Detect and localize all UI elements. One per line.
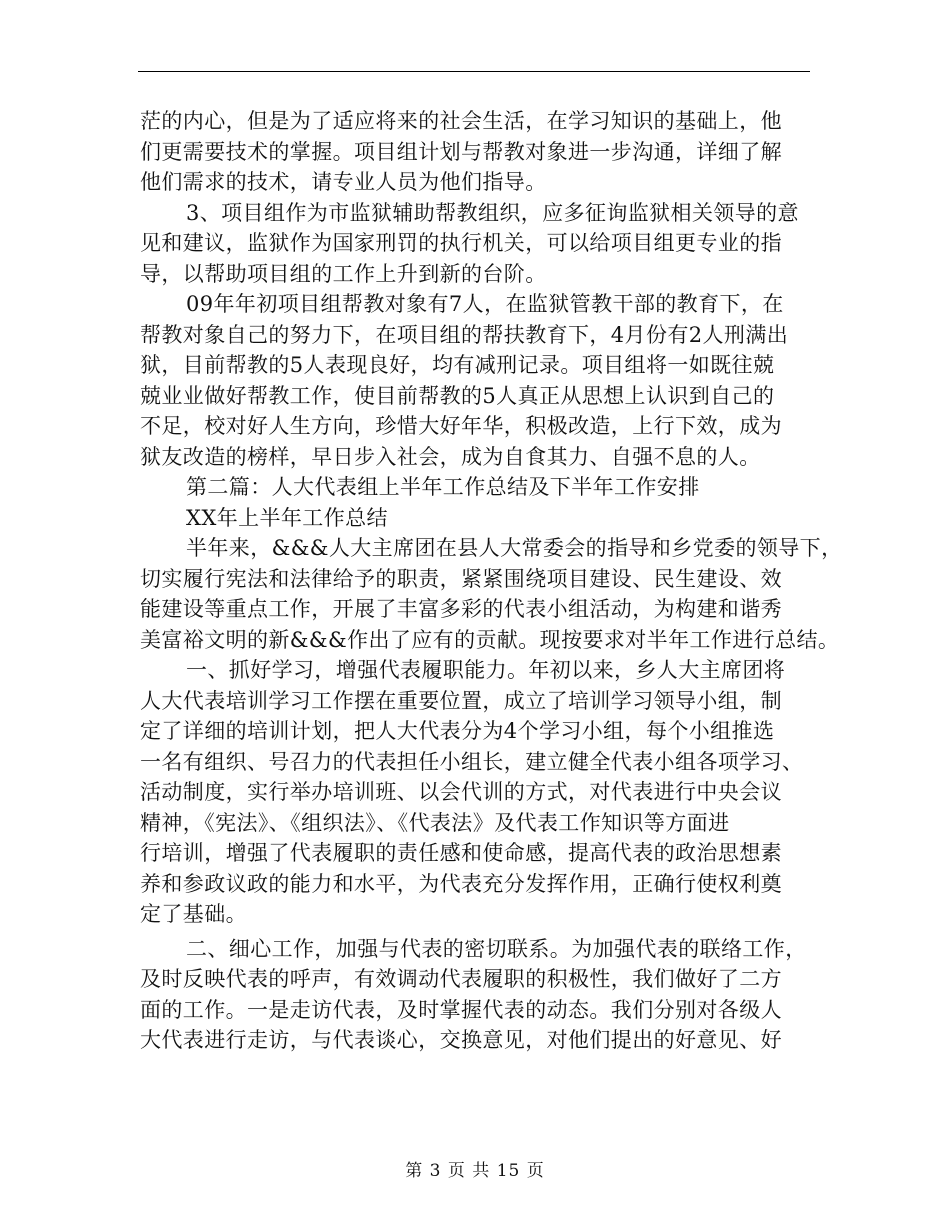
text-line: XX年上半年工作总结 [186,505,388,530]
text-line: 第二篇：人大代表组上半年工作总结及下半年工作安排 [186,475,700,499]
text-line: 大代表进行走访，与代表谈心，交换意见，对他们提出的好意见、好 [140,1028,782,1052]
document-body [140,106,843,1056]
text-line: 09年年初项目组帮教对象有7人，在监狱管教干部的教育下，在 [186,292,784,316]
text-line: 面的工作。一是走访代表，及时掌握代表的动态。我们分别对各级人 [140,997,782,1022]
text-line: 定了基础。 [140,902,247,926]
text-line: 一、抓好学习，增强代表履职能力。年初以来，乡人大主席团将 [186,658,786,682]
text-line: 能建设等重点工作，开展了丰富多彩的代表小组活动，为构建和谐秀 [140,597,782,621]
header-rule [138,71,810,72]
text-line: 养和参政议政的能力和水平，为代表充分发挥作用，正确行使权利奠 [140,871,782,896]
text-line: 活动制度，实行举办培训班、以会代训的方式，对代表进行中央会议 [140,780,782,804]
text-line: 茫的内心，但是为了适应将来的社会生活，在学习知识的基础上，他 [140,109,782,133]
text-line: 见和建议，监狱作为国家刑罚的执行机关，可以给项目组更专业的指 [140,231,782,255]
text-line: 狱，目前帮教的5人表现良好，均有减刑记录。项目组将一如既往兢 [140,353,775,377]
text-line: 二、细心工作，加强与代表的密切联系。为加强代表的联络工作， [186,936,807,961]
text-line: 行培训，增强了代表履职的责任感和使命感，提高代表的政治思想素 [140,841,782,865]
text-line: 半年来，&&&人大主席团在县人大常委会的指导和乡党委的领导下， [186,536,843,560]
text-line: 及时反映代表的呼声，有效调动代表履职的积极性，我们做好了二方 [140,967,782,991]
text-line: 们更需要技术的掌握。项目组计划与帮教对象进一步沟通，详细了解 [140,139,782,164]
text-line: 兢业业做好帮教工作，使目前帮教的5人真正从思想上认识到自己的 [140,383,775,408]
text-line: 他们需求的技术，请专业人员为他们指导。 [140,170,547,194]
text-line: 精神，《宪法》、《组织法》、《代表法》及代表工作知识等方面进 [140,810,730,835]
text-line: 美富裕文明的新&&&作出了应有的贡献。现按要求对半年工作进行总结。 [140,627,840,652]
page-footer: 第 3 页 共 15 页 [405,1161,545,1181]
text-line: 切实履行宪法和法律给予的职责，紧紧围绕项目建设、民生建设、效 [140,566,782,591]
text-line: 人大代表培训学习工作摆在重要位置，成立了培训学习领导小组，制 [140,688,782,713]
text-line: 帮教对象自己的努力下，在项目组的帮扶教育下，4月份有2人刑满出 [140,322,789,347]
text-line: 不足，校对好人生方向，珍惜大好年华，积极改造，上行下效，成为 [140,414,782,438]
text-line: 导，以帮助项目组的工作上升到新的台阶。 [140,261,547,286]
text-line: 一名有组织、号召力的代表担任小组长，建立健全代表小组各项学习、 [140,749,804,774]
text-line: 定了详细的培训计划，把人大代表分为4个学习小组，每个小组推选 [140,719,775,743]
text-line: 狱友改造的榜样，早日步入社会，成为自食其力、自强不息的人。 [140,444,761,469]
text-line: 3、项目组作为市监狱辅助帮教组织，应多征询监狱相关领导的意 [186,200,799,225]
